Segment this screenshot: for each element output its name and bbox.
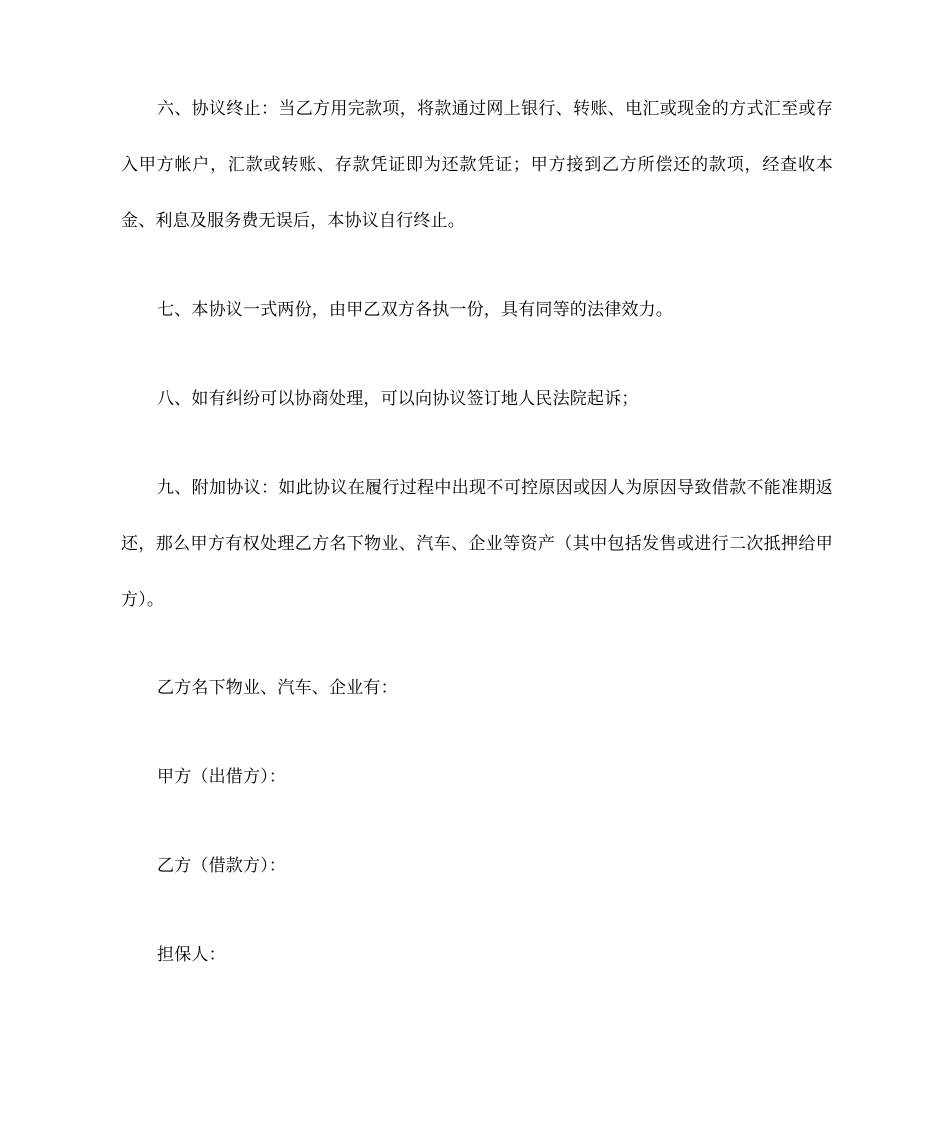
guarantor-label: 担保人： (157, 945, 226, 965)
borrower-assets-label: 乙方名下物业、汽车、企业有： (157, 678, 398, 698)
party-b-borrower-label: 乙方（借款方）： (157, 856, 287, 876)
party-a-lender-label: 甲方（出借方）： (157, 767, 287, 787)
clause-seven-copies: 七、本协议一式两份，由甲乙双方各执一份，具有同等的法律效力。 (157, 300, 673, 320)
clause-six-termination: 六、协议终止：当乙方用完款项，将款通过网上银行、转账、电汇或现金的方式汇至或存入甲方帐户，汇款或转账、存款凭证即为还款凭证；甲方接到乙方所偿还的款项，经查收本金、利息及服务费无误后，本协议自行终止。 (121, 99, 833, 231)
clause-eight-disputes: 八、如有纠纷可以协商处理，可以向协议签订地人民法院起诉； (157, 389, 639, 409)
clause-nine-additional: 九、附加协议：如此协议在履行过程中出现不可控原因或因人为原因导致借款不能准期返还，那么甲方有权处理乙方名下物业、汽车、企业等资产（其中包括发售或进行二次抵押给甲方）。 (121, 478, 833, 610)
